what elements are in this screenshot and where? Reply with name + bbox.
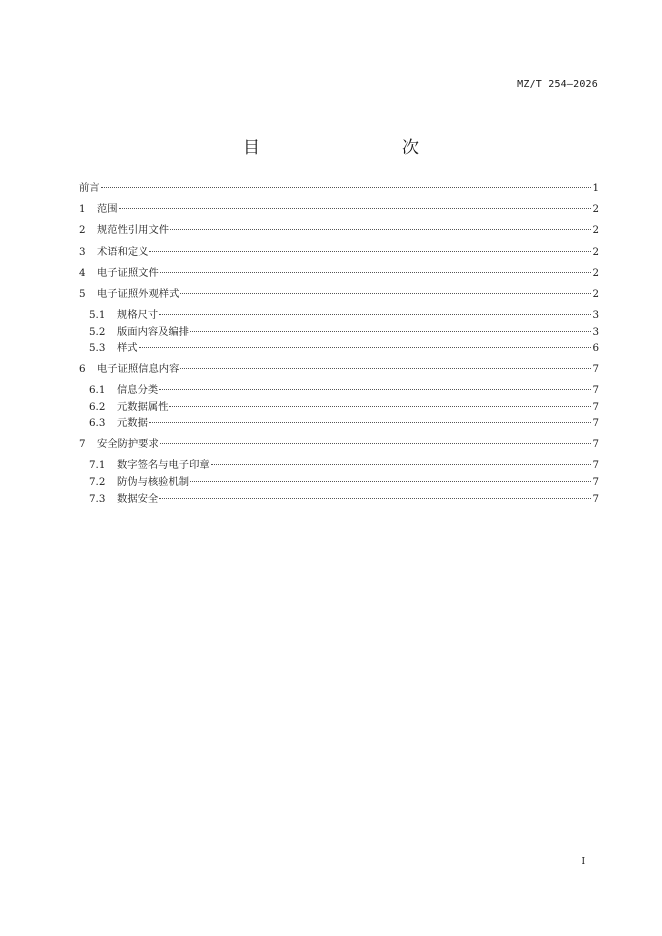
toc-entry-page: 7 [592, 417, 599, 430]
toc-entry[interactable] [79, 202, 599, 217]
leader-dots [149, 251, 591, 252]
leader-dots [190, 481, 591, 482]
toc-subentry[interactable] [79, 383, 599, 397]
toc-entry-number: 6.3 [89, 417, 106, 430]
toc-subentry[interactable] [79, 400, 599, 414]
table-of-contents [79, 181, 599, 508]
toc-entry[interactable] [79, 223, 599, 238]
toc-entry-page: 3 [592, 309, 599, 322]
toc-entry-number: 7.3 [89, 492, 106, 505]
toc-entry-page: 7 [592, 363, 599, 376]
toc-entry-page: 7 [592, 492, 599, 505]
leader-dots [180, 293, 591, 294]
toc-entry-number: 3 [79, 245, 86, 258]
toc-entry-number: 7.2 [89, 476, 106, 489]
leader-dots [170, 229, 591, 230]
leader-dots [169, 406, 591, 407]
toc-entry-text: 电子证照外观样式 [97, 287, 180, 300]
page-number: I [581, 857, 585, 867]
toc-entry-page: 7 [592, 438, 599, 451]
toc-subentry[interactable] [79, 492, 599, 506]
toc-subentry[interactable] [79, 475, 599, 489]
toc-entry-number: 7.1 [89, 459, 106, 472]
toc-entry-number: 4 [79, 266, 86, 279]
toc-entry-page: 6 [592, 342, 599, 355]
toc-entry-text: 电子证照信息内容 [97, 363, 180, 376]
leader-dots [160, 272, 592, 273]
toc-subentry[interactable] [79, 325, 599, 339]
toc-entry-number: 6.1 [89, 384, 106, 397]
toc-subentry[interactable] [79, 458, 599, 472]
toc-entry[interactable] [79, 287, 599, 302]
leader-dots [149, 422, 592, 423]
toc-entry-text: 数据安全 [117, 492, 159, 505]
toc-entry-number: 5.3 [89, 342, 106, 355]
toc-entry-number: 6 [79, 363, 86, 376]
toc-entry-text: 防伪与核验机制 [117, 476, 190, 489]
leader-dots [159, 498, 591, 499]
leader-dots [159, 389, 591, 390]
toc-entry-page: 7 [592, 384, 599, 397]
toc-entry-page: 7 [592, 400, 599, 413]
leader-dots [139, 347, 592, 348]
toc-entry-text: 规格尺寸 [117, 309, 159, 322]
toc-entry-page: 2 [592, 245, 599, 258]
standard-code: MZ/T 254—2026 [517, 79, 598, 90]
leader-dots [211, 464, 592, 465]
toc-entry-page: 2 [592, 266, 599, 279]
toc-entry-text: 术语和定义 [97, 245, 149, 258]
toc-entry-page: 3 [592, 325, 599, 338]
toc-entry-text: 规范性引用文件 [97, 224, 170, 237]
toc-entry-page: 7 [592, 459, 599, 472]
toc-entry-number: 6.2 [89, 400, 106, 413]
leader-dots [180, 368, 591, 369]
toc-entry-text: 信息分类 [117, 384, 159, 397]
toc-subentry[interactable] [79, 416, 599, 430]
toc-entry-number: 5.1 [89, 309, 106, 322]
toc-entry-text: 数字签名与电子印章 [117, 459, 210, 472]
toc-entry-text: 版面内容及编排 [117, 325, 190, 338]
toc-entry-number: 5.2 [89, 325, 106, 338]
toc-entry-page: 2 [592, 224, 599, 237]
toc-entry-text: 范围 [97, 203, 118, 216]
toc-entry[interactable] [79, 245, 599, 260]
toc-entry[interactable] [79, 437, 599, 452]
toc-entry-number: 2 [79, 224, 86, 237]
toc-entry-text: 前言 [79, 182, 100, 194]
toc-entry-number: 1 [79, 203, 86, 216]
toc-entry-text: 电子证照文件 [97, 266, 159, 279]
leader-dots [101, 187, 592, 188]
toc-entry-number: 7 [79, 438, 86, 451]
toc-entry[interactable] [79, 266, 599, 281]
toc-entry-text: 样式 [117, 342, 138, 355]
toc-entry-page: 7 [592, 476, 599, 489]
toc-subentry[interactable] [79, 308, 599, 322]
leader-dots [119, 208, 592, 209]
toc-title: 目 次 [243, 138, 455, 158]
toc-subentry[interactable] [79, 341, 599, 355]
leader-dots [190, 331, 591, 332]
toc-entry-page: 2 [592, 287, 599, 300]
toc-entry[interactable] [79, 362, 599, 377]
toc-entry-page: 2 [592, 203, 599, 216]
toc-entry[interactable] [79, 181, 599, 196]
toc-entry-text: 元数据 [117, 417, 148, 430]
leader-dots [160, 443, 592, 444]
leader-dots [159, 314, 591, 315]
toc-entry-text: 安全防护要求 [97, 438, 159, 451]
toc-entry-number: 5 [79, 287, 86, 300]
toc-entry-text: 元数据属性 [117, 400, 169, 413]
toc-entry-page: 1 [592, 182, 599, 194]
